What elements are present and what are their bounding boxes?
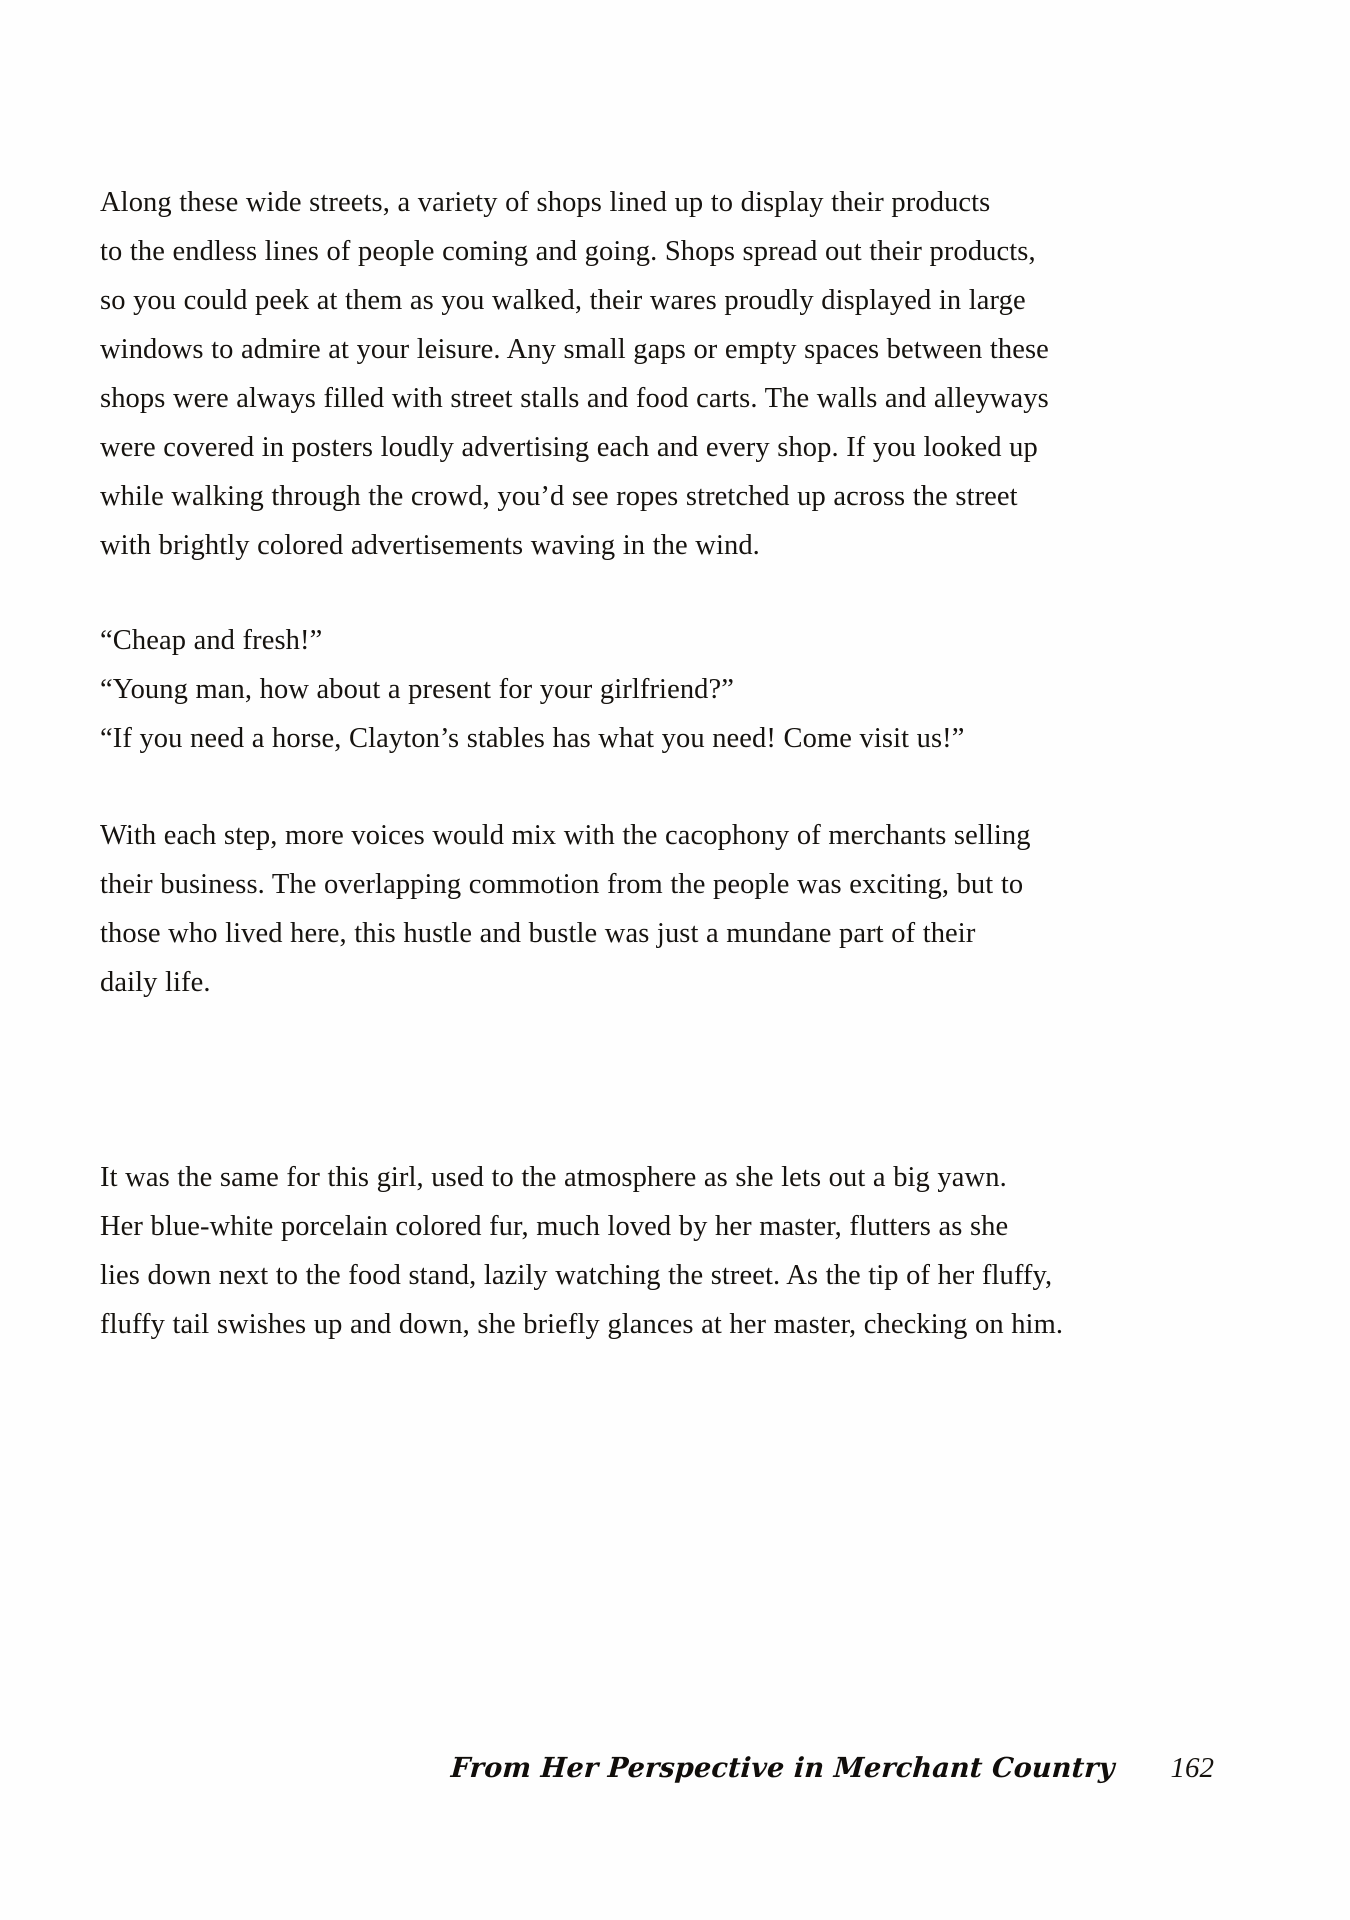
text-line: lies down next to the food stand, lazily watching the street. As the tip of her fluffy, xyxy=(100,1260,1053,1291)
page-footer xyxy=(0,1752,1350,1812)
text-line: daily life. xyxy=(100,967,211,998)
paragraph-spacer xyxy=(100,570,1250,616)
section-spacer xyxy=(100,1007,1250,1153)
text-line: Her blue-white porcelain colored fur, much loved by her master, flutters as she xyxy=(100,1211,1009,1242)
dialogue-line: “Young man, how about a present for your girlfriend?” xyxy=(100,674,735,705)
text-line: Along these wide streets, a variety of shops lined up to display their products xyxy=(100,187,991,218)
paragraph-streets xyxy=(100,178,1250,570)
text-line: It was the same for this girl, used to the atmosphere as she lets out a big yawn. xyxy=(100,1162,1007,1193)
dialogue-block xyxy=(100,616,1250,763)
text-line: shops were always filled with street stalls and food carts. The walls and alleyways xyxy=(100,383,1049,414)
text-line: with brightly colored advertisements waving in the wind. xyxy=(100,530,760,561)
text-line: to the endless lines of people coming and going. Shops spread out their products, xyxy=(100,236,1036,267)
paragraph-voices xyxy=(100,811,1250,1007)
text-line: those who lived here, this hustle and bustle was just a mundane part of their xyxy=(100,918,976,949)
text-line: were covered in posters loudly advertising each and every shop. If you looked up xyxy=(100,432,1038,463)
paragraph-spacer xyxy=(100,763,1250,811)
dialogue-line: “If you need a horse, Clayton’s stables has what you need! Come visit us!” xyxy=(100,723,965,754)
text-line: windows to admire at your leisure. Any small gaps or empty spaces between these xyxy=(100,334,1049,365)
book-title: From Her Perspective in Merchant Country xyxy=(449,1752,1116,1785)
page-number: 162 xyxy=(1170,1752,1214,1784)
text-line: while walking through the crowd, you’d see ropes stretched up across the street xyxy=(100,481,1018,512)
text-line: so you could peek at them as you walked, their wares proudly displayed in large xyxy=(100,285,1026,316)
page-content xyxy=(100,178,1250,1349)
paragraph-girl xyxy=(100,1153,1250,1349)
dialogue-line: “Cheap and fresh!” xyxy=(100,625,323,656)
text-line: their business. The overlapping commotion from the people was exciting, but to xyxy=(100,869,1024,900)
text-line: fluffy tail swishes up and down, she briefly glances at her master, checking on him. xyxy=(100,1309,1064,1340)
text-line: With each step, more voices would mix with the cacophony of merchants selling xyxy=(100,820,1031,851)
